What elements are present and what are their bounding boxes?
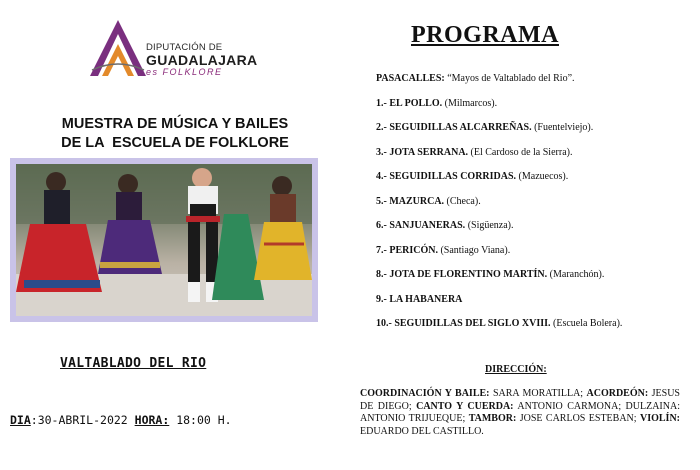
item-label: 5.- MAZURCA. xyxy=(376,195,445,207)
logo-line3: es FOLKLORE xyxy=(146,67,223,77)
day-label: DIA xyxy=(10,413,31,427)
credit-label: COORDINACIÓN Y BAILE: xyxy=(360,388,490,399)
program-item xyxy=(376,196,696,221)
program-title: PROGRAMA xyxy=(411,22,559,48)
item-label: 1.- EL POLLO. xyxy=(376,97,443,109)
program-list xyxy=(376,73,696,343)
item-label: 2.- SEGUIDILLAS ALCARREÑAS. xyxy=(376,122,532,133)
program-item xyxy=(376,122,696,147)
program-item xyxy=(376,98,696,123)
program-item xyxy=(376,245,696,270)
program-item xyxy=(376,294,696,319)
item-detail: (Sigüenza). xyxy=(465,220,514,231)
venue-name: VALTABLADO DEL RIO xyxy=(60,356,207,371)
program-intro xyxy=(376,73,696,98)
item-label: 3.- JOTA SERRANA. xyxy=(376,146,469,158)
diputacion-logo xyxy=(88,18,268,84)
item-detail: (El Cardoso de la Sierra). xyxy=(468,146,573,158)
hour-value: 18:00 H. xyxy=(169,413,232,427)
item-label: 7.- PERICÓN. xyxy=(376,244,438,256)
credit-label: ACORDEÓN: xyxy=(586,388,649,399)
credit-label: TAMBOR: xyxy=(468,413,517,424)
item-detail: (Milmarcos). xyxy=(442,97,498,109)
credit-value: JOSE CARLOS ESTEBAN; xyxy=(516,413,640,424)
left-panel xyxy=(0,0,345,470)
item-label: 10.- SEGUIDILLAS DEL SIGLO XVIII. xyxy=(376,318,551,329)
item-label: 9.- LA HABANERA xyxy=(376,293,463,305)
program-item xyxy=(376,318,696,343)
credit-value: SARA MORATILLA; xyxy=(489,388,587,399)
logo-text xyxy=(146,42,257,78)
program-item xyxy=(376,269,696,294)
direction-credits xyxy=(360,388,680,438)
intro-label: PASACALLES: xyxy=(376,73,445,84)
event-schedule xyxy=(10,413,232,427)
event-title-line1: MUESTRA DE MÚSICA Y BAILES xyxy=(61,116,289,132)
day-value: :30-ABRIL-2022 xyxy=(30,413,135,427)
item-label: 4.- SEGUIDILLAS CORRIDAS. xyxy=(376,171,517,182)
item-detail: (Checa). xyxy=(444,195,481,207)
credit-value: ANTONIO CARMONA; DULZAINA: ANTONIO TRIJUEQUE; xyxy=(360,400,680,424)
event-title-line2: DE LA ESCUELA DE FOLKLORE xyxy=(61,135,289,151)
item-detail: (Escuela Bolera). xyxy=(550,318,623,329)
credit-value: EDUARDO DEL CASTILLO. xyxy=(360,425,484,437)
dancers-photo-image xyxy=(16,164,312,316)
hour-label: HORA: xyxy=(134,413,170,427)
credit-label: CANTO Y CUERDA: xyxy=(416,400,514,412)
direction-title: DIRECCIÓN: xyxy=(485,364,547,375)
logo-mark-icon xyxy=(88,18,148,80)
folk-dancers-illustration xyxy=(16,164,312,316)
program-item xyxy=(376,171,696,196)
credit-value: JESUS DE DIEGO; xyxy=(360,388,680,412)
program-item xyxy=(376,147,696,172)
right-panel xyxy=(355,0,695,470)
item-label: 8.- JOTA DE FLORENTINO MARTÍN. xyxy=(376,269,548,280)
program-item xyxy=(376,220,696,245)
item-detail: (Santiago Viana). xyxy=(437,244,511,256)
logo-line2: GUADALAJARA xyxy=(146,52,258,68)
logo-line1: DIPUTACIÓN DE xyxy=(146,42,223,53)
intro-value: “Mayos de Valtablado del Rio”. xyxy=(444,73,575,84)
item-detail: (Maranchón). xyxy=(547,269,605,280)
item-detail: (Mazuecos). xyxy=(516,171,569,182)
item-label: 6.- SANJUANERAS. xyxy=(376,220,466,231)
item-detail: (Fuentelviejo). xyxy=(531,122,594,133)
event-title xyxy=(20,115,330,153)
credit-label: VIOLÍN: xyxy=(639,413,680,424)
dancers-photo xyxy=(10,158,318,322)
